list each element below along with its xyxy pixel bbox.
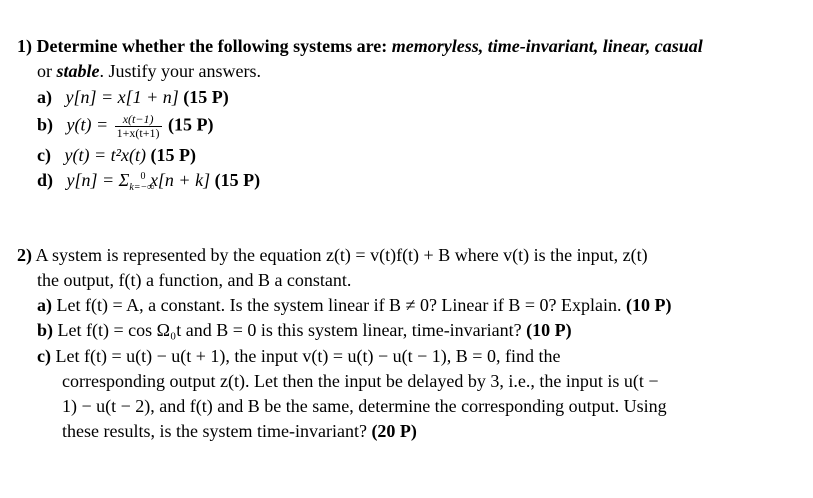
- q1-d-sum-lower: k=−∞: [129, 182, 155, 193]
- q1-b-numerator: x(t−1): [115, 113, 162, 127]
- q2-a-label: a): [37, 295, 52, 315]
- q1-prefix: 1) Determine whether the following systems are:: [17, 36, 392, 56]
- q1-c-label: c): [37, 145, 51, 165]
- q2-c-text-4: these results, is the system time-invariant?: [62, 421, 367, 441]
- q1-stable: stable: [56, 61, 100, 81]
- q2-line-2: [37, 269, 351, 291]
- q2-c-text-3: 1) − u(t − 2), and f(t) and B be the same, determine the corresponding output. Using: [62, 396, 667, 416]
- q2-item-b: [37, 319, 572, 341]
- q2-b-label: b): [37, 320, 54, 340]
- q2-intro-2: the output, f(t) a function, and B a constant.: [37, 270, 352, 290]
- q1-a-label: a): [37, 87, 52, 107]
- q1-b-fraction: [115, 113, 162, 140]
- q2-a-text: Let f(t) = A, a constant. Is the system linear if B ≠ 0? Linear if B = 0? Explain.: [56, 295, 622, 315]
- q2-b-text: Let f(t) = cos Ω₀t and B = 0 is this system linear, time-invariant?: [57, 320, 522, 340]
- q1-b-lhs: y(t) =: [66, 114, 109, 135]
- q2-item-c-line-3: [62, 395, 667, 417]
- q1-properties: memoryless, time-invariant, linear, casual: [391, 36, 703, 56]
- q2-item-a: [37, 294, 672, 316]
- q1-a-expr: y[n] = x[1 + n]: [65, 87, 179, 107]
- q1-b-denominator: 1+x(t+1): [116, 126, 160, 140]
- q1-b-points: (15 P): [168, 114, 214, 135]
- q1-c-points: (15 P): [150, 145, 196, 165]
- q2-c-label: c): [37, 346, 51, 366]
- q1-c-expr: y(t) = t²x(t): [64, 145, 146, 165]
- q1-item-a: [37, 86, 229, 108]
- q1-justify: . Justify your answers.: [99, 61, 261, 81]
- q2-c-points: (20 P): [371, 421, 417, 441]
- q1-line-2: [37, 60, 261, 82]
- q2-intro-1: A system is represented by the equation z(t) = v(t)f(t) + B where v(t) is the input, z(t): [35, 245, 648, 265]
- q1-b-label: b): [37, 114, 54, 135]
- q2-item-c-line-4: [62, 420, 417, 442]
- q1-line-1: [17, 35, 703, 57]
- q1-item-b: [37, 113, 214, 140]
- q2-label: 2): [17, 245, 32, 265]
- q1-a-points: (15 P): [183, 87, 229, 107]
- q1-d-points: (15 P): [214, 170, 261, 190]
- q2-item-c-line-1: [37, 345, 560, 367]
- q2-c-text-1: Let f(t) = u(t) − u(t + 1), the input v(t) = u(t) − u(t − 1), B = 0, find the: [55, 346, 561, 366]
- q1-d-lhs: y[n] = Σ: [66, 170, 130, 190]
- q2-item-c-line-2: [62, 370, 659, 392]
- q2-line-1: [17, 244, 789, 266]
- q1-d-rhs: x[n + k]: [149, 170, 211, 190]
- q2-a-points: (10 P): [626, 295, 672, 315]
- q1-or: or: [37, 61, 57, 81]
- q2-b-points: (10 P): [526, 320, 572, 340]
- q1-d-sum-upper: 0: [140, 171, 146, 182]
- q1-d-label: d): [37, 170, 54, 190]
- q1-item-d: [37, 169, 260, 195]
- q2-c-text-2: corresponding output z(t). Let then the input be delayed by 3, i.e., the input is u(t −: [62, 371, 659, 391]
- q1-item-c: [37, 144, 196, 166]
